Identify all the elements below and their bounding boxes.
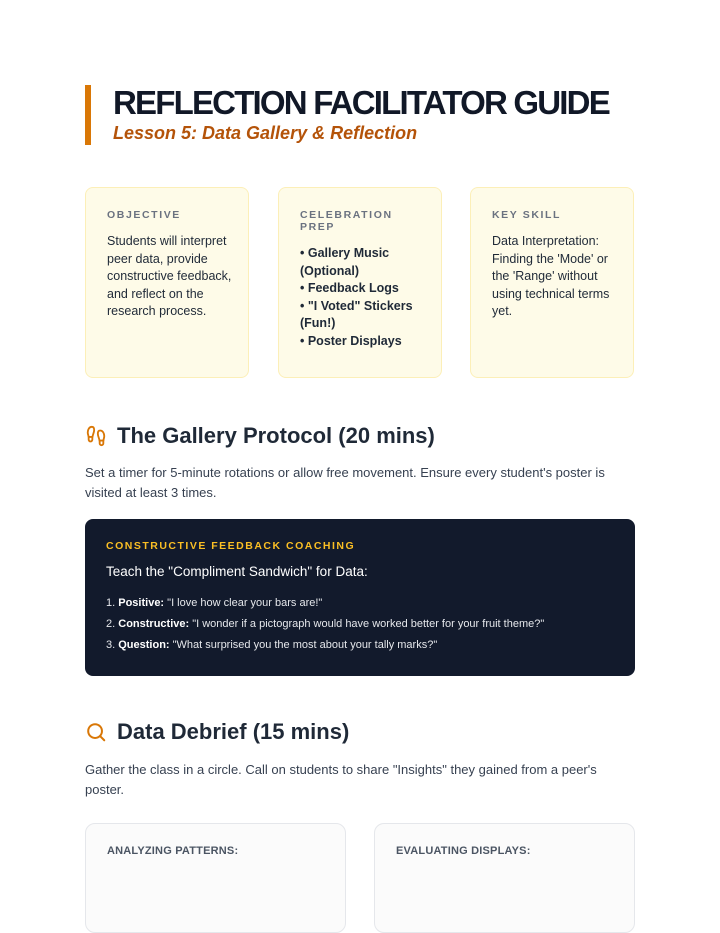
card-heading: EVALUATING DISPLAYS: [396,845,531,857]
celebration-prep-card [278,187,442,378]
analyzing-patterns-card [85,823,346,933]
page-title: REFLECTION FACILITATOR GUIDE [113,84,609,121]
step-number: 2. [106,618,116,630]
card-heading: OBJECTIVE [107,209,181,221]
panel-lead: Teach the "Compliment Sandwich" for Data: [106,564,368,579]
coaching-steps [106,593,614,656]
list-item: • Gallery Music (Optional) [300,246,390,278]
card-text: Students will interpret peer data, provide constructive feedback, and reflect on the research process. [107,234,232,319]
gallery-section-header [85,421,435,451]
step-text: "I wonder if a pictograph would have worked better for your fruit theme?" [189,618,545,630]
evaluating-displays-card [374,823,635,933]
step-term: Positive: [118,597,165,609]
title-block [85,85,609,145]
page-subtitle: Lesson 5: Data Gallery & Reflection [113,123,418,143]
step-term: Question: [118,639,170,651]
step-number: 1. [106,597,116,609]
step-term: Constructive: [118,618,190,630]
list-item [106,614,614,635]
search-icon [85,721,107,743]
debrief-description: Gather the class in a circle. Call on students to share "Insights" they gained from a peer's poster. [85,762,597,797]
card-text: Data Interpretation: Finding the 'Mode' or the 'Range' without using technical terms yet. [492,234,610,319]
section-title: The Gallery Protocol (20 mins) [117,423,435,448]
card-heading: KEY SKILL [492,209,562,221]
list-item [106,635,614,656]
footprints-icon [85,425,107,447]
overview-cards [85,187,635,380]
section-title: Data Debrief (15 mins) [117,719,350,744]
list-item: • "I Voted" Stickers (Fun!) [300,298,413,331]
step-text: "What surprised you the most about your tally marks?" [169,639,438,651]
card-heading: CELEBRATION PREP [300,209,393,233]
key-skill-card [470,187,634,378]
prep-list [300,245,427,351]
panel-label: CONSTRUCTIVE FEEDBACK COACHING [106,540,356,552]
debrief-section-header [85,717,349,747]
list-item: • Poster Displays [300,333,402,348]
step-number: 3. [106,639,116,651]
objective-card [85,187,249,378]
card-heading: ANALYZING PATTERNS: [107,845,239,857]
list-item: • Feedback Logs [300,281,399,296]
gallery-description: Set a timer for 5-minute rotations or allow free movement. Ensure every student's poster is visited at least 3 times. [85,465,605,500]
step-text: "I love how clear your bars are!" [164,597,323,609]
feedback-coaching-panel [85,519,635,676]
list-item [106,593,614,614]
